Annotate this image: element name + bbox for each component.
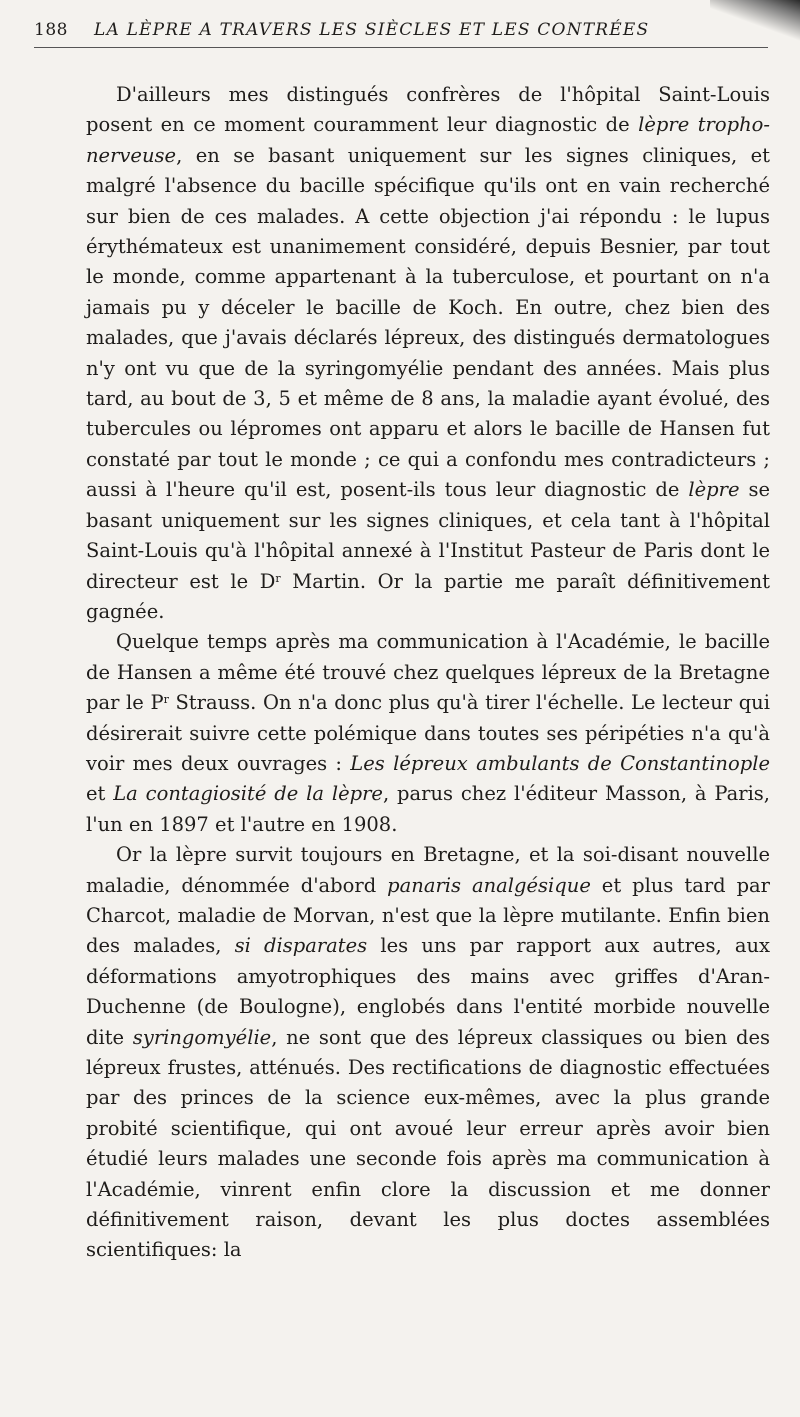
italic-text: Les lépreux ambulants de Constantinople [350, 751, 770, 775]
text-run: , en se basant uniquement sur les signes cliniques, et malgré l'absence du bacille spécifique qu'ils ont en vain recherché sur bien de ces malades. A cette objection j'ai répondu : le lupus érythémateux est unanimement considéré, depuis Besnier, par tout le monde, comme appartenant à la tuberculose, et pourtant on n'a jamais pu y déceler le bacille de Koch. En outre, chez bien des malades, que j'avais déclarés lépreux, des distingués dermatologues n'y ont vu que de la syringomyélie pendant des années. Mais plus tard, au bout de 3, 5 et même de 8 ans, la maladie ayant évolué, des tubercules ou lépromes ont apparu et alors le bacille de Hansen fut constaté par tout le monde ; ce qui a confondu mes contradicteurs ; aussi à l'heure qu'il est, posent-ils tous leur diagnostic de [86, 143, 770, 502]
text-run: se basant uniquement sur les signes cliniques, et cela tant à l'hôpital Saint-Louis qu'à l'hôpital annexé à l'Institut Pasteur de Paris dont le directeur est le D [86, 478, 770, 593]
paragraph [86, 627, 770, 840]
italic-text: si disparates [234, 934, 368, 958]
italic-text: lèpre tropho-nerveuse [86, 113, 770, 167]
page-number: 188 [34, 20, 68, 40]
text-run: les uns par rapport aux autres, aux déformations amyotrophiques des mains avec griffes d'Aran-Duchenne (de Boulogne), englobés dans l'entité morbide nouvelle dite [86, 934, 771, 1049]
text-run: , parus chez l'éditeur Masson, à Paris, l'un en 1897 et l'autre en 1908. [86, 782, 771, 836]
text-run: D'ailleurs mes distingués confrères de l'hôpital Saint-Louis posent en ce moment couramment leur diagnostic de [86, 83, 770, 137]
italic-text: La contagiosité de la lèpre [113, 782, 383, 806]
italic-text: panaris analgésique [387, 873, 591, 897]
italic-text: syringomyélie [132, 1025, 272, 1049]
body-text [86, 80, 770, 1266]
paragraph [86, 80, 770, 627]
text-run: Martin. Or la partie me paraît définitivement gagnée. [86, 569, 770, 623]
text-run: Or la lèpre survit toujours en Bretagne, et la soi-disant nouvelle maladie, dénommée d'abord [86, 843, 770, 897]
text-run: , ne sont que des lépreux classiques ou bien des lépreux frustes, atténués. Des rectifications de diagnostic effectuées par des princes de la science eux-mêmes, avec la plus grande probité scientifique, qui ont avoué leur erreur après avoir bien étudié leurs malades une seconde fois après ma communication à l'Académie, vinrent enfin clore la discussion et me donner définitivement raison, devant les plus doctes assemblées scientifiques: la [86, 1025, 770, 1262]
text-run: Quelque temps après ma communication à l'Académie, le bacille de Hansen a même été trouvé chez quelques lépreux de la Bretagne par le P [86, 630, 770, 715]
text-run: Strauss. On n'a donc plus qu'à tirer l'échelle. Le lecteur qui désirerait suivre cette polémique dans toutes ses péripéties n'a qu'à voir mes deux ouvrages : [86, 691, 770, 775]
text-run: et plus tard par Charcot, maladie de Morvan, n'est que la lèpre mutilante. Enfin bien des malades, [86, 873, 770, 958]
superscript: r [275, 571, 281, 585]
superscript: r [163, 693, 169, 707]
italic-text: lèpre [688, 478, 740, 502]
text-run: et [86, 782, 114, 806]
header-rule [34, 47, 768, 48]
page-header [34, 18, 774, 48]
paragraph [86, 840, 770, 1266]
running-title: LA LÈPRE A TRAVERS LES SIÈCLES ET LES CONTRÉES [94, 20, 650, 40]
